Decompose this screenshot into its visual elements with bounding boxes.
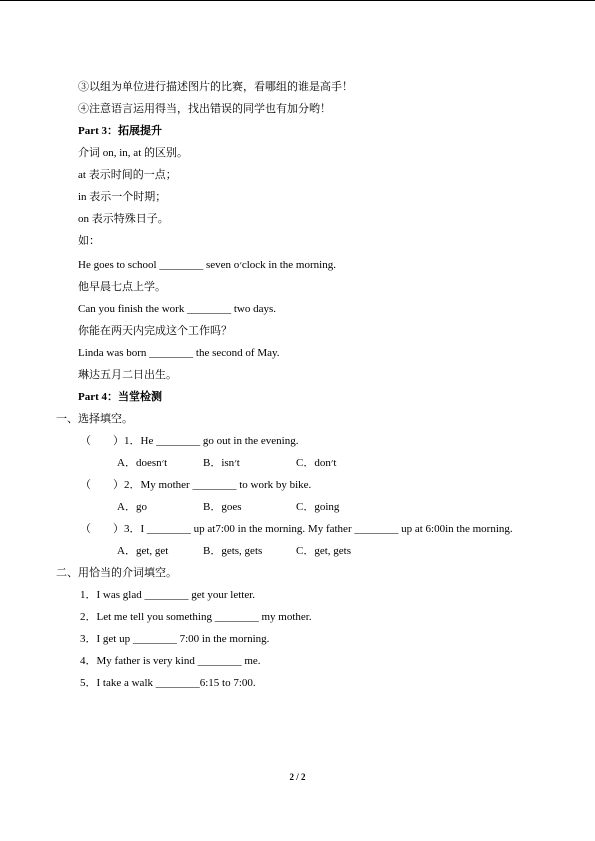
part3-heading: Part 3：拓展提升: [78, 125, 163, 137]
fill-item: 3．I get up ________ 7:00 in the morning.: [80, 633, 270, 645]
option: A．get, get: [117, 545, 169, 557]
example-english: Linda was born ________ the second of May.: [78, 347, 280, 359]
page-number: 2 / 2: [289, 772, 306, 782]
part3-line: in 表示一个时期；: [78, 191, 167, 203]
intro-line-3: ③以组为单位进行描述图片的比赛，看哪组的谁是高手！: [78, 81, 353, 93]
section-title: 二、用恰当的介词填空。: [56, 567, 177, 579]
example-chinese: 你能在两天内完成这个工作吗？: [78, 325, 232, 337]
option: B．isn׳t: [203, 457, 240, 469]
top-rule: [0, 0, 595, 1]
part4-heading: Part 4：当堂检测: [78, 391, 163, 403]
fill-item: 2．Let me tell you something ________ my mother.: [80, 611, 312, 623]
example-english: Can you finish the work ________ two days.: [78, 303, 276, 315]
example-english: He goes to school ________ seven o׳clock in the morning.: [78, 259, 336, 271]
part3-line: 如：: [78, 235, 100, 247]
part3-line: 介词 on, in, at 的区别。: [78, 147, 188, 159]
fill-item: 4．My father is very kind ________ me.: [80, 655, 261, 667]
question: （ ）1．He ________ go out in the evening.: [80, 435, 299, 447]
option: C．get, gets: [296, 545, 351, 557]
example-chinese: 他早晨七点上学。: [78, 281, 166, 293]
fill-item: 1．I was glad ________ get your letter.: [80, 589, 256, 601]
option: B．goes: [203, 501, 242, 513]
intro-line-4: ④注意语言运用得当，找出错误的同学也有加分哟！: [78, 103, 331, 115]
fill-item: 5．I take a walk ________6:15 to 7:00.: [80, 677, 256, 689]
question: （ ）3．I ________ up at7:00 in the morning. My father ________ up at 6:00in the morning.: [80, 523, 513, 535]
question: （ ）2．My mother ________ to work by bike.: [80, 479, 312, 491]
option: A．go: [117, 501, 147, 513]
part3-line: at 表示时间的一点；: [78, 169, 177, 181]
option: C．don׳t: [296, 457, 337, 469]
option: C．going: [296, 501, 340, 513]
option: A．doesn׳t: [117, 457, 168, 469]
part3-line: on 表示特殊日子。: [78, 213, 169, 225]
example-chinese: 琳达五月二日出生。: [78, 369, 177, 381]
option: B．gets, gets: [203, 545, 263, 557]
section-title: 一、选择填空。: [56, 413, 133, 425]
